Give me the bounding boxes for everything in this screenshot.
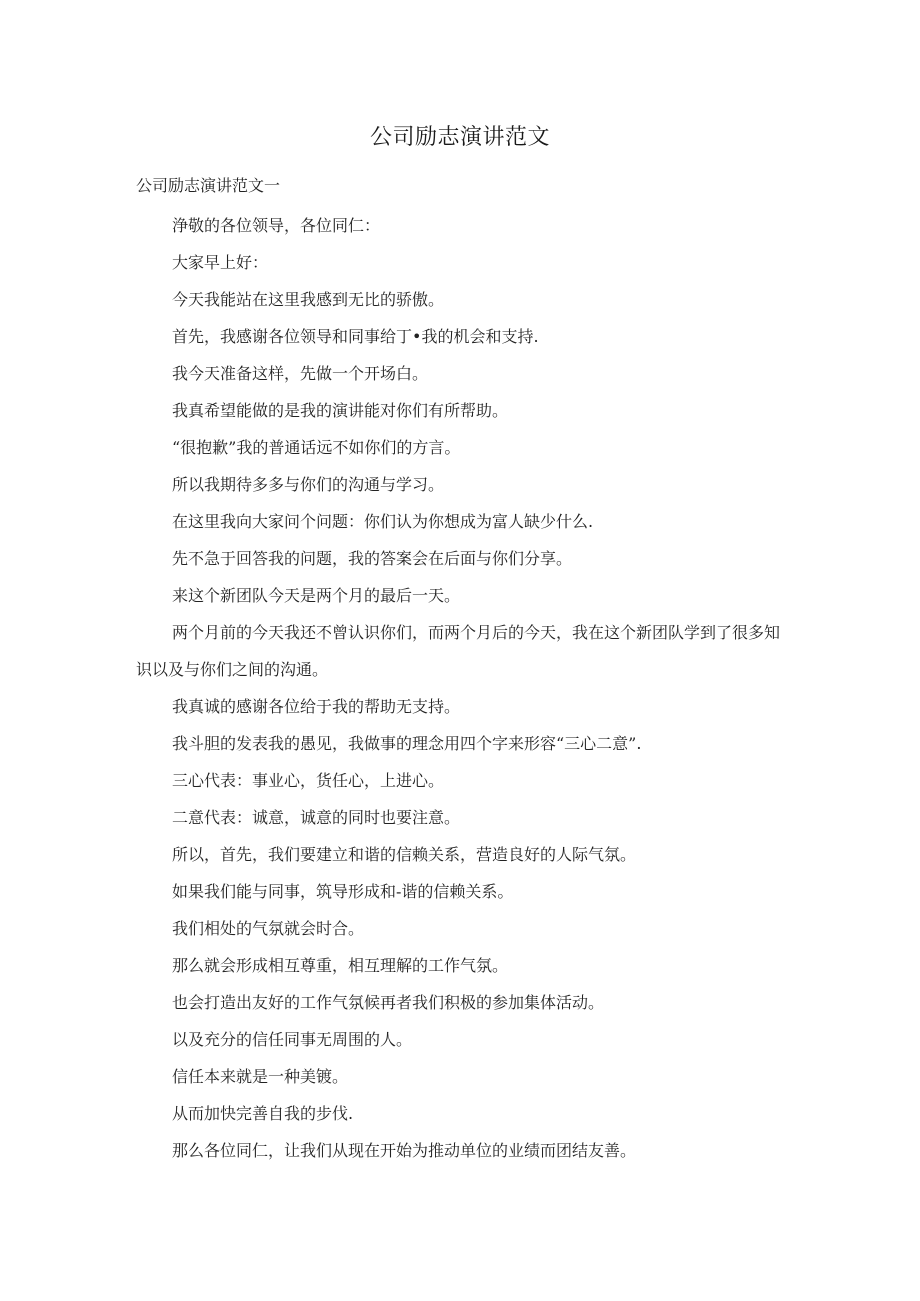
paragraph: 也会打造出友好的工作气氛候再者我们积极的参加集体活动。 xyxy=(172,993,605,1012)
paragraph: 两个月前的今天我还不曾认识你们，而两个月后的今天，我在这个新团队学到了很多知识以及与你们之间的沟通。 xyxy=(136,623,781,679)
paragraph: 以及充分的信任同事无周围的人。 xyxy=(172,1030,413,1049)
paragraph: 大家早上好： xyxy=(172,253,269,272)
document-body xyxy=(136,207,786,1169)
paragraph: 信任本来就是一种美镀。 xyxy=(172,1067,349,1086)
paragraph: 我斗胆的发表我的愚见，我做事的理念用四个字来形容“三心二意”. xyxy=(172,734,642,753)
paragraph: 我们相处的气氛就会时合。 xyxy=(172,919,365,938)
paragraph: 首先，我感谢各位领导和同事给丁•我的机会和支持. xyxy=(172,327,539,346)
paragraph: 今天我能站在这里我感到无比的骄傲。 xyxy=(172,290,445,309)
paragraph: 那么各位同仁，让我们从现在开始为推动单位的业绩而团结友善。 xyxy=(172,1141,637,1160)
paragraph: 所以我期待多多与你们的沟通与学习。 xyxy=(172,475,445,494)
paragraph: 如果我们能与同事，筑导形成和-谐的信赖关系。 xyxy=(172,882,514,901)
document-title: 公司励志演讲范文 xyxy=(369,125,550,150)
paragraph: 我真希望能做的是我的演讲能对你们有所帮助。 xyxy=(172,401,509,420)
paragraph: 先不急于回答我的问题，我的答案会在后面与你们分享。 xyxy=(172,549,573,568)
paragraph: 所以，首先，我们要建立和谐的信赖关系，营造良好的人际气氛。 xyxy=(172,845,637,864)
paragraph: 浄敬的各位领导，各位同仁： xyxy=(172,216,381,235)
paragraph: 那么就会形成相互尊重，相互理解的工作气氛。 xyxy=(172,956,509,975)
paragraph: 三心代表：事业心，货任心，上进心。 xyxy=(172,771,445,790)
paragraph: 来这个新团队今天是两个月的最后一天。 xyxy=(172,586,461,605)
paragraph: 二意代表：诚意，诚意的同时也要注意。 xyxy=(172,808,461,827)
paragraph: 我真诚的感谢各位给于我的帮助无支持。 xyxy=(172,697,461,716)
paragraph: 从而加快完善自我的步伐. xyxy=(172,1104,354,1123)
section-subtitle: 公司励志演讲范文一 xyxy=(136,176,281,195)
paragraph: “很抱歉”我的普通话远不如你们的方言。 xyxy=(172,438,461,457)
paragraph: 在这里我向大家问个问题：你们认为你想成为富人缺少什么. xyxy=(172,512,594,531)
paragraph: 我今天准备这样，先做一个开场白。 xyxy=(172,364,429,383)
